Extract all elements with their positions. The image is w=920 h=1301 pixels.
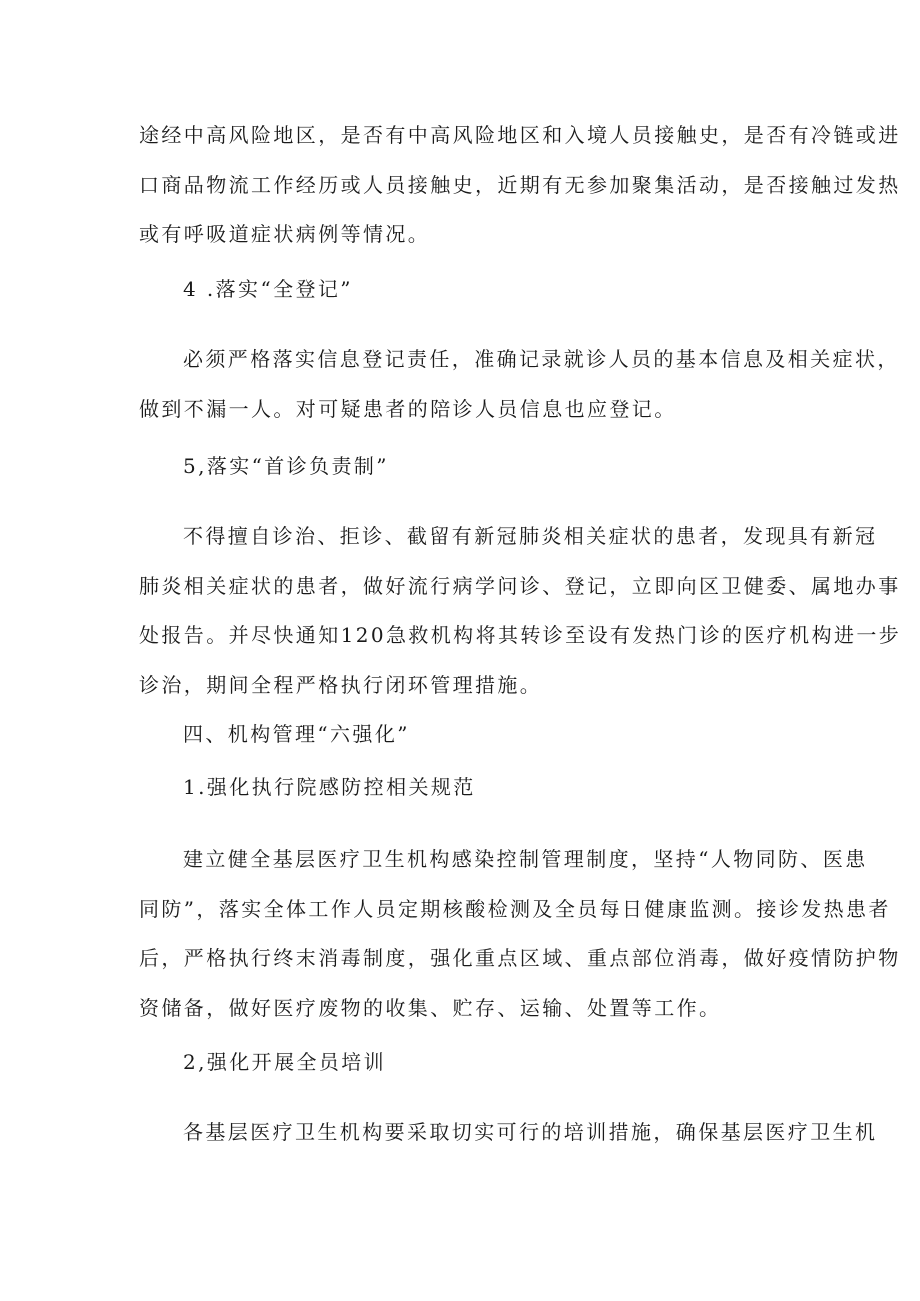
body-text-line: 资储备，做好医疗废物的收集、贮存、运输、处置等工作。: [139, 996, 722, 1020]
chapter-heading: 四、机构管理“六强化”: [183, 722, 410, 746]
body-text-line: 不得擅自诊治、拒诊、截留有新冠肺炎相关症状的患者，发现具有新冠: [183, 524, 878, 548]
body-text-line: 途经中高风险地区，是否有中高风险地区和入境人员接触史，是否有冷链或进: [139, 123, 901, 147]
body-text-line: 肺炎相关症状的患者，做好流行病学问诊、登记，立即向区卫健委、属地办事: [139, 574, 901, 598]
section-heading: 4 .落实“全登记”: [183, 277, 353, 301]
body-text-line: 或有呼吸道症状病例等情况。: [139, 222, 431, 246]
body-text-line: 后，严格执行终末消毒制度，强化重点区域、重点部位消毒，做好疫情防护物: [139, 946, 901, 970]
body-text-line: 诊治，期间全程严格执行闭环管理措施。: [139, 673, 543, 697]
body-text-line: 必须严格落实信息登记责任，准确记录就诊人员的基本信息及相关症状，: [183, 347, 900, 371]
body-text-line: 建立健全基层医疗卫生机构感染控制管理制度，坚持“人物同防、医患: [183, 847, 868, 871]
section-heading: 5,落实“首诊负责制”: [183, 454, 389, 478]
body-text-line: 各基层医疗卫生机构要采取切实可行的培训措施，确保基层医疗卫生机: [183, 1120, 878, 1144]
body-text-line: 做到不漏一人。对可疑患者的陪诊人员信息也应登记。: [139, 397, 677, 421]
section-heading: 2,强化开展全员培训: [183, 1050, 387, 1074]
body-text-line: 口商品物流工作经历或人员接触史，近期有无参加聚集活动，是否接触过发热: [139, 173, 901, 197]
body-text-line: 处报告。并尽快通知120急救机构将其转诊至设有发热门诊的医疗机构进一步: [139, 623, 902, 647]
section-heading: 1.强化执行院感防控相关规范: [183, 775, 476, 799]
body-text-line: 同防”，落实全体工作人员定期核酸检测及全员每日健康监测。接诊发热患者: [139, 897, 891, 921]
